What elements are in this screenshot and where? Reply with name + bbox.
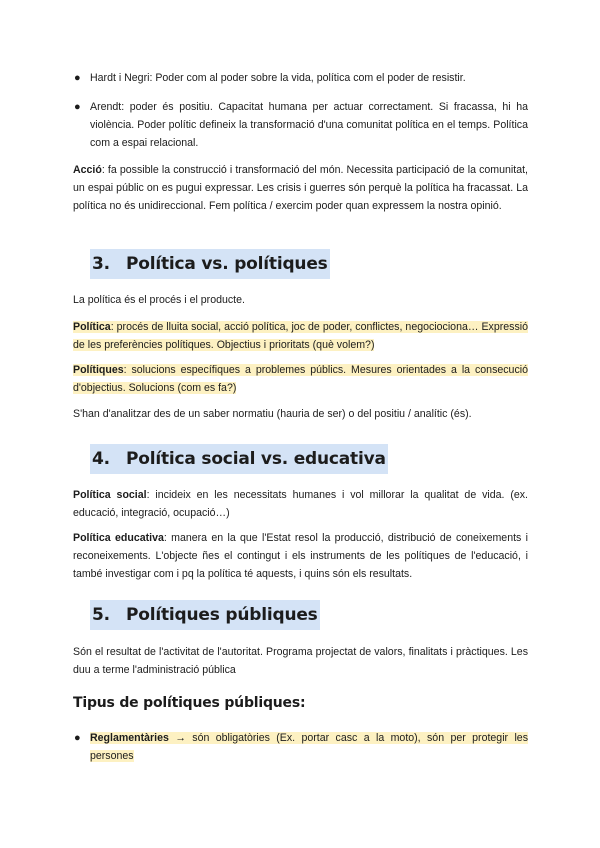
politica-highlight xyxy=(73,321,528,351)
arrow-symbol: → xyxy=(168,732,193,744)
bullet-hardt-negri xyxy=(74,69,528,87)
politica-social-paragraph xyxy=(73,486,528,522)
accio-text: : fa possible la construcció i transformació del món. Necessita participació de la comunitat, un espai públic on es pugui expressar. Les crisis i guerres són perquè la política ha fracassat. La política no és unidireccional. Fem política / exercim poder quan expressem la nostra opinió. xyxy=(73,164,528,212)
bullet-reglamentaries xyxy=(74,729,528,765)
bullet-text: Hardt i Negri: Poder com al poder sobre la vida, política com el poder de resistir. xyxy=(90,72,466,84)
section-3-closing: S'han d'analitzar des de un saber normatiu (hauria de ser) o del positiu / analític (és). xyxy=(73,408,472,420)
section-3-number: 3. xyxy=(92,254,110,274)
reglamentaries-highlight xyxy=(90,732,528,762)
politiques-highlight xyxy=(73,364,528,394)
politiques-text: : solucions específiques a problemes públics. Mesures orientades a la consecució d'objectius. Solucions (com es fa?) xyxy=(73,364,528,394)
politiques-definition xyxy=(73,361,528,397)
politica-educativa-label: Política educativa xyxy=(73,532,164,544)
reglamentaries-label: Reglamentàries xyxy=(90,732,169,744)
tipus-subheading: Tipus de polítiques públiques: xyxy=(73,695,306,711)
accio-label: Acció xyxy=(73,164,102,176)
politica-educativa-paragraph xyxy=(73,529,528,583)
bullet-dot: ● xyxy=(74,72,81,84)
bullet-text: Arendt: poder és positiu. Capacitat humana per actuar correctament. Si fracassa, hi ha violència. Poder polític defineix la transformació d'una comunitat política en el temps. Política com a espai relacional. xyxy=(90,101,528,149)
section-4-heading xyxy=(90,444,388,474)
section-5-number: 5. xyxy=(92,605,110,625)
reglamentaries-text: són obligatòries (Ex. portar casc a la moto), són per protegir les persones xyxy=(90,732,528,762)
accio-paragraph xyxy=(73,161,528,215)
section-5-intro: Són el resultat de l'activitat de l'autoritat. Programa projectat de valors, finalitats i pràctiques. Les duu a terme l'administració pública xyxy=(73,646,528,676)
bullet-arendt xyxy=(74,98,528,152)
politica-text: : procés de lluita social, acció política, joc de poder, conflictes, negociociona… Expressió de les preferències polítiques. Objectius i prioritats (què volem?) xyxy=(73,321,528,351)
politica-label: Política xyxy=(73,321,111,333)
section-5-title: Polítiques públiques xyxy=(126,605,318,625)
politiques-label: Polítiques xyxy=(73,364,124,376)
politica-definition xyxy=(73,318,528,354)
section-3-heading xyxy=(90,249,330,279)
bullet-dot: ● xyxy=(74,732,81,744)
politica-social-text: : incideix en les necessitats humanes i vol millorar la qualitat de vida. (ex. educació, integració, ocupació…) xyxy=(73,489,528,519)
politica-educativa-text: : manera en la que l'Estat resol la producció, distribució de coneixements i reconeixements. L'objecte ñes el contingut i els instruments de les polítiques de l'educació, i també investigar com i pq la política té aquests, i quins són els resultats. xyxy=(73,532,528,580)
politica-social-label: Política social xyxy=(73,489,147,501)
section-5-heading xyxy=(90,600,320,630)
section-3-title: Política vs. polítiques xyxy=(126,254,328,274)
section-3-intro: La política és el procés i el producte. xyxy=(73,294,245,306)
section-4-title: Política social vs. educativa xyxy=(126,449,386,469)
section-4-number: 4. xyxy=(92,449,110,469)
bullet-dot: ● xyxy=(74,101,81,113)
